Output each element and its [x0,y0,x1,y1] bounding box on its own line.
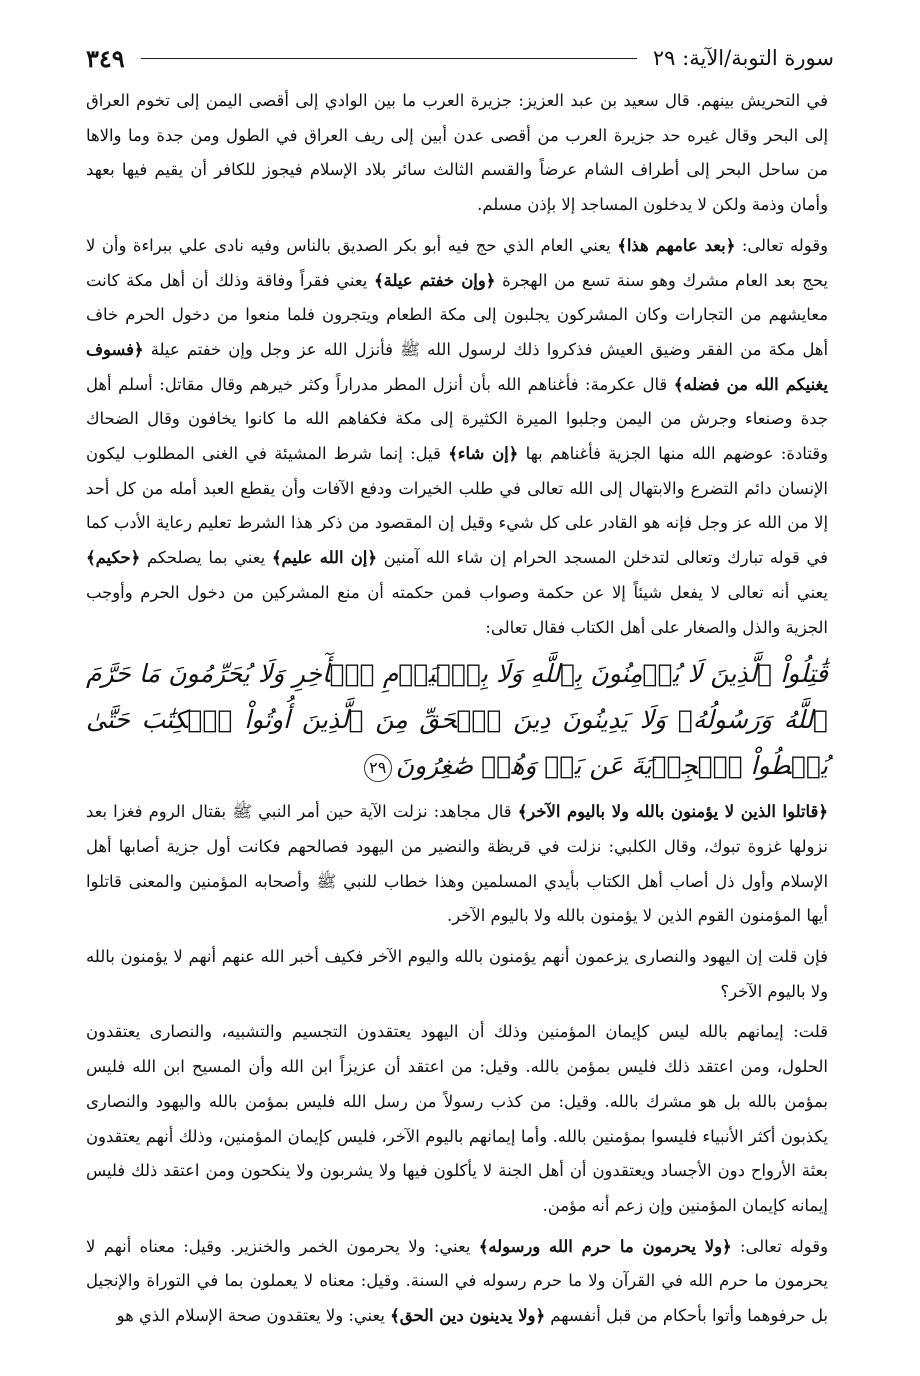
paragraph [86,1015,828,1223]
text-segment: يعني العام الذي حج فيه أبو بكر الصديق بالناس وفيه نادى علي ببراءة وأن لا يحج بعد العام مشرك وهو سنة تسع من الهجرة [86,235,828,290]
text-segment: فإن قلت إن اليهود والنصارى يزعمون أنهم يؤمنون بالله واليوم الآخر فكيف أخبر الله عنهم أنهم لا يؤمنون بالله ولا باليوم الآخر؟ [86,947,828,1001]
paragraph [86,84,828,223]
quoted-phrase: ﴿ولا يحرمون ما حرم الله ورسوله﴾ [478,1236,732,1256]
text-segment: وقوله تعالى: [731,1236,828,1256]
paragraph [86,795,828,934]
quoted-phrase: ﴿ولا يدينون دين الحق﴾ [390,1306,546,1326]
text-segment: قلت: إيمانهم بالله ليس كإيمان المؤمنين وذلك أن اليهود يعتقدون التجسيم والتشبيه، والنصارى يعتقدون الحلول، ومن اعتقد ذلك فليس بمؤمن بالله. وقيل: من اعتقد أن عزيزاً ابن الله وأن المسيح ابن الله فليس بمؤمن بالله بل هو مشرك بالله. وقيل: من كذب رسولاً من رسل الله فليس بمؤمن بالله واليهود والنصارى يكذبون أكثر الأنبياء فليسوا بمؤمنين بالله. وأما إيمانهم باليوم الآخر، فليس كإيمان المؤمنين، وذلك أنهم يعتقدون بعثة الأرواح دون الأجساد ويعتقدون أن أهل الجنة لا يأكلون فيها ولا يشربون ولا ينكحون ومن اعتقد ذلك فليس إيمانه كإيمان المؤمنين وإن زعم أنه مؤمن. [86,1022,828,1215]
quoted-phrase: ﴿فسوف يغنيكم الله من فضله﴾ [86,339,828,394]
text-segment: في التحريش بينهم. قال سعيد بن عبد العزيز: جزيرة العرب ما بين الوادي إلى أقصى اليمن إلى تخوم العراق إلى البحر وقال غيره حد جزيرة العرب من أقصى عدن أبين إلى ريف العراق في الطول ومن جدة وما والاها من ساحل البحر إلى أطراف الشام عرضاً والقسم الثالث سائر بلاد الإسلام فيجوز للكافر أن يقيم فيها بعهد وأمان وذمة ولكن لا يدخلون المساجد إلا بإذن مسلم. [86,91,828,215]
text-segment: يعني: ولا يحرمون الخمر والخنزير. وقيل: معناه أنهم لا يحرمون ما حرم الله في القرآن ولا ما حرم رسوله في السنة. وقيل: معناه لا يعملون بما في التوراة والإنجيل بل حرفوهما وأتوا بأحكام من قبل أنفسهم [86,1236,828,1326]
page-number: ٣٤٩ [86,43,125,73]
paragraph [86,229,828,645]
quoted-phrase: ﴿بعد عامهم هذا﴾ [617,235,736,255]
text-segment: وقوله تعالى: [735,235,829,255]
paragraph [86,1230,828,1334]
text-segment: قال مجاهد: نزلت الآية حين أمر النبي ﷺ بقتال الروم فغزا بعد نزولها غزوة تبوك، وقال الكلبي: نزلت في قريظة والنضير من اليهود فصالحهم فكانت أول جزية أصابها أهل الإسلام وأول ذل أصاب أهل الكتاب بأيدي المسلمين وهذا خطاب للنبي ﷺ وأصحابه المؤمنين والمعنى قاتلوا أيها المؤمنون القوم الذين لا يؤمنون بالله ولا باليوم الآخر. [86,802,828,926]
text-segment: قَٰتِلُواْ ٱلَّذِينَ لَا يُؤۡمِنُونَ بِٱللَّهِ وَلَا بِٱلۡيَوۡمِ ٱلۡأٓخِرِ وَلَا يُحَرِّمُونَ مَا حَرَّمَ ٱللَّهُ وَرَسُولُهُۥ وَلَا يَدِينُونَ دِينَ ٱلۡحَقِّ مِنَ ٱلَّذِينَ أُوتُواْ ٱلۡكِتَٰبَ حَتَّىٰ يُعۡطُواْ ٱلۡجِزۡيَةَ عَن يَدٖ وَهُمۡ صَٰغِرُونَ [86,659,829,781]
text-segment: قال عكرمة: فأغناهم الله بأن أنزل المطر مدراراً وكثر خيرهم وقال مقاتل: أسلم أهل جدة وصنعاء وجرش من اليمن وجلبوا الميرة الكثيرة إلى مكة فكفاهم الله ما كانوا يخافون وقال الضحاك وقتادة: عوضهم الله منها الجزية فأغناهم بها [86,374,828,464]
quoted-phrase: ﴿قاتلوا الذين لا يؤمنون بالله ولا باليوم الآخر﴾ [517,802,828,822]
quoted-phrase: ﴿حكيم﴾ [86,548,141,568]
text-segment: يعني فقراً وفاقة وذلك أن أهل مكة كانت معايشهم من التجارات وكان المشركون يجلبون إلى مكة الطعام ويتجرون فلما منعوا من دخول الحرم خاف أهل مكة من الفقر وضيق العيش فذكروا ذلك لرسول الله ﷺ فأنزل الله عز وجل وإن خفتم عيلة [86,270,828,359]
text-segment: يعني بما يصلحكم [140,548,272,568]
surah-verse-title: سورة التوبة/الآية: ٢٩ [652,46,834,70]
paragraph [86,940,828,1009]
verse-number-marker: ٢٩ [364,754,392,782]
quoted-phrase: ﴿إن الله عليم﴾ [271,548,377,568]
quoted-phrase: ﴿إن شاء﴾ [448,444,519,464]
running-header [86,38,834,78]
text-segment: يعني أنه تعالى لا يفعل شيئاً إلا عن حكمة وصواب فمن حكمته أن منع المشركين من دخول الحرم وأوجب الجزية والذل والصغار على أهل الكتاب فقال تعالى: [86,582,828,637]
quran-verse [86,651,828,789]
commentary-text [86,84,828,1340]
quoted-phrase: ﴿وإن خفتم عيلة﴾ [374,270,496,290]
text-segment: يعني: ولا يعتقدون صحة الإسلام الذي هو [116,1306,391,1326]
header-rule [141,58,637,59]
text-segment: قيل: إنما شرط المشيئة في الغنى المطلوب ليكون الإنسان دائم التضرع والابتهال إلى الله تعالى في طلب الخيرات ودفع الآفات وأن يقطع العبد أمله من كل أحد إلا من الله عز وجل فإنه هو القادر على كل شيء وقيل إن المقصود من ذكر هذا الشرط تعليم رعاية الأدب كما في قوله تبارك وتعالى لتدخلن المسجد الحرام إن شاء الله آمنين [86,444,828,568]
